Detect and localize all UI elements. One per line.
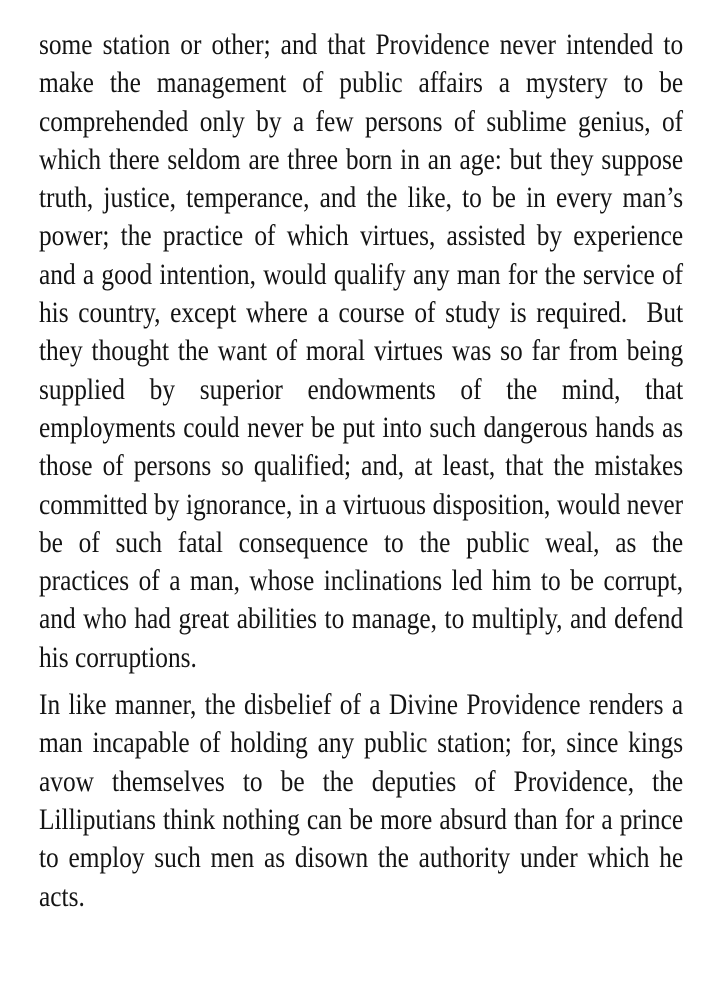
- paragraph-1: some station or other; and that Providence never intended to make the management of public affairs a mystery to be comprehended only by a few persons of sublime genius, of which there seldom are three born in an age: but they suppose truth, justice, temperance, and the like, to be in every man’s power; the practice of which virtues, assisted by experience and a good intention, would qualify any man for the service of his country, except where a course of study is required. But they thought the want of moral virtues was so far from being supplied by superior endowments of the mind, that employments could never be put into such dangerous hands as those of persons so qualified; and, at least, that the mistakes committed by ignorance, in a virtuous disposition, would never be of such fatal consequence to the public weal, as the practices of a man, whose inclinations led him to be corrupt, and who had great abilities to manage, to multiply, and defend his corruptions.: [39, 29, 684, 674]
- document-page: [39, 26, 683, 916]
- paragraph-2: In like manner, the disbelief of a Divine Providence renders a man incapable of holding any public station; for, since kings avow themselves to be the deputies of Providence, the Lilliputians think nothing can be more absurd than for a prince to employ such men as disown the authority under which he acts.: [39, 689, 684, 913]
